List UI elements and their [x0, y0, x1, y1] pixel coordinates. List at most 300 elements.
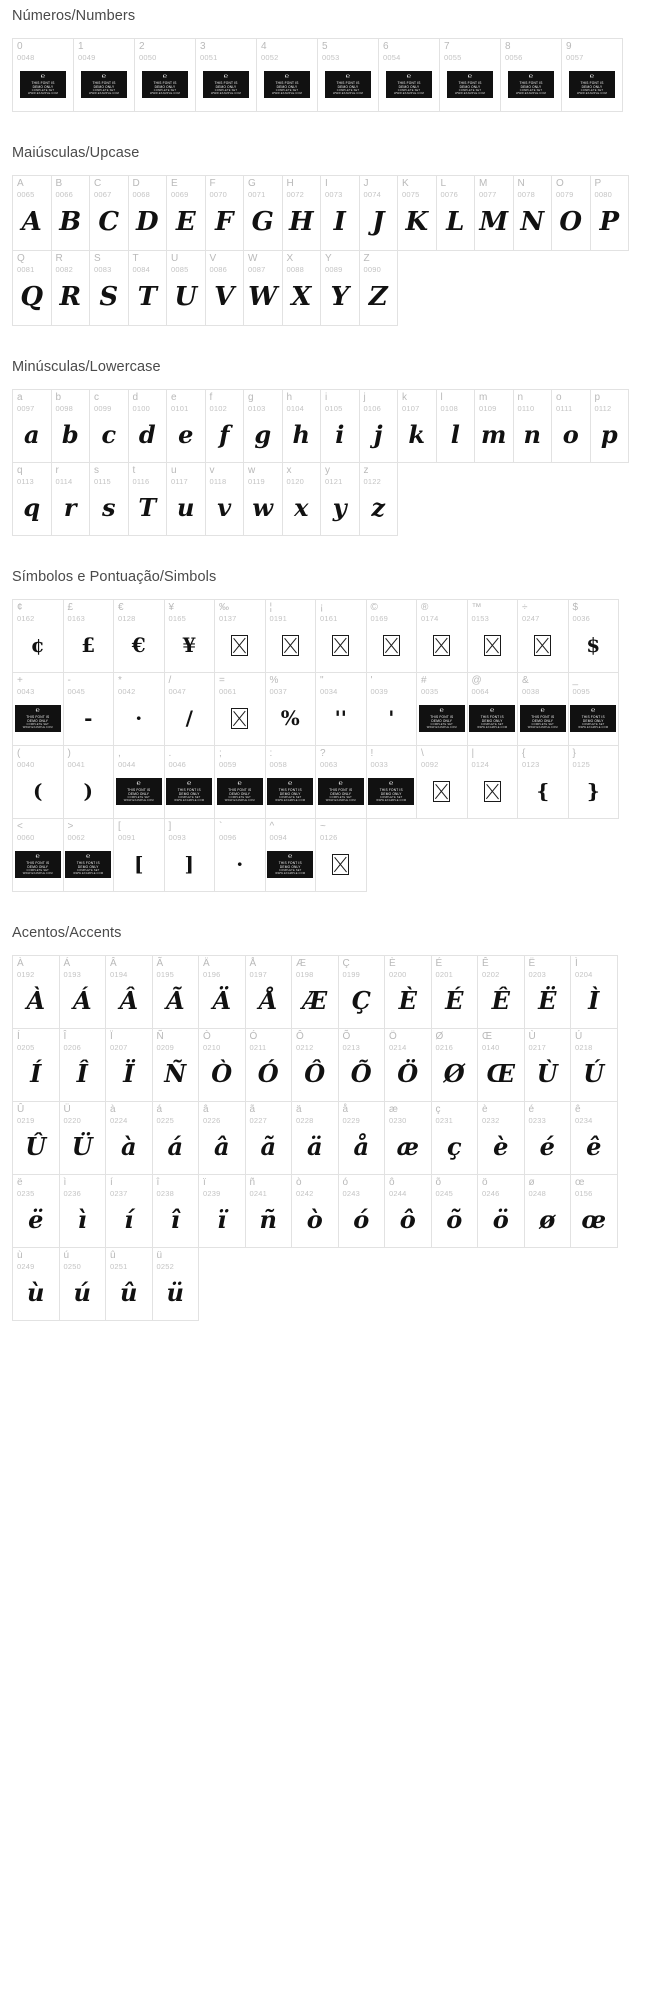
glyph-char-label: î: [156, 1177, 160, 1188]
glyph-cell[interactable]: [12, 599, 64, 673]
glyph-cell[interactable]: [256, 38, 318, 112]
glyph-char-label: H: [286, 178, 294, 189]
glyph-code-label: 0200: [389, 970, 407, 979]
glyph-cell[interactable]: [431, 1174, 479, 1248]
glyph-code-label: 0100: [132, 404, 150, 413]
glyph-cell[interactable]: [320, 175, 360, 251]
glyph-preview: [60, 1271, 106, 1320]
glyph-rendering: D: [135, 207, 159, 238]
glyph-cell[interactable]: [477, 955, 525, 1029]
glyph-cell[interactable]: [12, 175, 52, 251]
glyph-preview: [571, 1198, 617, 1247]
glyph-char-label: ‰: [219, 602, 229, 613]
glyph-cell[interactable]: [195, 38, 257, 112]
glyph-cell[interactable]: [397, 175, 437, 251]
glyph-cell[interactable]: [568, 672, 620, 746]
glyph-cell[interactable]: [366, 599, 418, 673]
logo-line-3: COMPLETE SET: [26, 869, 49, 873]
logo-mark: ℮: [101, 72, 107, 81]
glyph-code-label: 0097: [17, 404, 35, 413]
glyph-cell[interactable]: [59, 1174, 107, 1248]
glyph-cell[interactable]: [359, 462, 399, 536]
glyph-cell[interactable]: [568, 745, 620, 819]
glyph-code-label: 0104: [286, 404, 304, 413]
glyph-cell[interactable]: [166, 175, 206, 251]
glyph-rendering: Ã: [165, 986, 185, 1016]
glyph-preview: [316, 842, 366, 891]
glyph-cell[interactable]: [214, 672, 266, 746]
glyph-preview: [129, 486, 167, 535]
glyph-code-label: 0212: [296, 1043, 314, 1052]
glyph-cell[interactable]: [291, 1174, 339, 1248]
glyph-code-label: 0163: [67, 614, 85, 623]
glyph-cell[interactable]: [524, 1028, 572, 1102]
glyph-cell[interactable]: [12, 745, 64, 819]
glyph-cell[interactable]: [113, 745, 165, 819]
glyph-rendering: i: [335, 420, 345, 450]
glyph-cell[interactable]: [12, 1247, 60, 1321]
glyph-code-label: 0099: [94, 404, 112, 413]
glyph-cell[interactable]: [338, 1174, 386, 1248]
glyph-cell[interactable]: [378, 38, 440, 112]
glyph-cell[interactable]: [320, 250, 360, 326]
glyph-char-label: 3: [200, 41, 206, 52]
glyph-rendering: ·: [236, 852, 244, 877]
glyph-cell[interactable]: [282, 462, 322, 536]
glyph-cell[interactable]: [477, 1101, 525, 1175]
glyph-preview: [13, 62, 73, 111]
glyph-cell[interactable]: [12, 1028, 60, 1102]
glyph-cell[interactable]: [51, 175, 91, 251]
glyph-char-label: u: [171, 465, 177, 476]
glyph-rendering: n: [523, 420, 541, 450]
glyph-cell[interactable]: [477, 1028, 525, 1102]
glyph-cell[interactable]: [12, 38, 74, 112]
glyph-code-label: 0237: [110, 1189, 128, 1198]
glyph-cell[interactable]: [551, 175, 591, 251]
glyph-cell[interactable]: [338, 955, 386, 1029]
glyph-cell[interactable]: [320, 389, 360, 463]
glyph-cell[interactable]: [282, 389, 322, 463]
glyph-meta: [321, 251, 359, 274]
glyph-cell[interactable]: [500, 38, 562, 112]
logo-line-2: DEMO ONLY: [178, 792, 200, 797]
glyph-cell[interactable]: [152, 1101, 200, 1175]
glyph-cell[interactable]: [384, 1028, 432, 1102]
glyph-cell[interactable]: [551, 389, 591, 463]
glyph-meta: [525, 956, 571, 979]
glyph-preview: [292, 1125, 338, 1174]
glyph-preview: [339, 1198, 385, 1247]
glyph-meta: [13, 1248, 59, 1271]
glyph-cell[interactable]: [265, 745, 317, 819]
glyph-cell[interactable]: [105, 1247, 153, 1321]
glyph-cell[interactable]: [63, 745, 115, 819]
glyph-cell[interactable]: [282, 250, 322, 326]
glyph-code-label: 0113: [17, 477, 34, 486]
glyph-preview: [360, 274, 398, 325]
glyph-preview: [199, 1125, 245, 1174]
glyph-cell[interactable]: [12, 1174, 60, 1248]
glyph-code-label: 0110: [517, 404, 535, 413]
glyph-cell[interactable]: [164, 745, 216, 819]
glyph-char-label: ?: [320, 748, 326, 759]
glyph-meta: [367, 673, 417, 696]
glyph-preview: [244, 274, 282, 325]
glyph-char-label: p: [594, 392, 601, 403]
glyph-meta: [215, 819, 265, 842]
glyph-code-label: 0220: [63, 1116, 81, 1125]
glyph-cell[interactable]: [128, 250, 168, 326]
glyph-rendering: (: [33, 779, 43, 804]
glyph-char-label: Ô: [296, 1031, 304, 1042]
glyph-meta: [206, 463, 244, 486]
glyph-cell[interactable]: [63, 672, 115, 746]
glyph-rendering: $: [586, 633, 601, 658]
glyph-code-label: 0140: [482, 1043, 500, 1052]
glyph-cell[interactable]: [291, 1101, 339, 1175]
glyph-cell[interactable]: [291, 955, 339, 1029]
logo-line-3: COMPLETE SET: [178, 796, 201, 800]
glyph-meta: [13, 39, 73, 62]
glyph-cell[interactable]: [315, 599, 367, 673]
glyph-cell[interactable]: [477, 1174, 525, 1248]
glyph-cell[interactable]: [51, 250, 91, 326]
glyph-cell[interactable]: [416, 672, 468, 746]
glyph-cell[interactable]: [198, 1174, 246, 1248]
logo-line-4: WWW.EXAMPLE.COM: [275, 799, 306, 803]
glyph-cell[interactable]: [12, 1101, 60, 1175]
glyph-cell[interactable]: [128, 389, 168, 463]
glyph-code-label: 0073: [325, 190, 343, 199]
glyph-cell[interactable]: [467, 672, 519, 746]
glyph-cell[interactable]: [51, 462, 91, 536]
glyph-cell[interactable]: [265, 818, 317, 892]
glyph-preview: [199, 1052, 245, 1101]
glyph-cell[interactable]: [243, 389, 283, 463]
glyph-cell[interactable]: [245, 1174, 293, 1248]
glyph-cell[interactable]: [164, 672, 216, 746]
glyph-cell[interactable]: [384, 1174, 432, 1248]
glyph-cell[interactable]: [198, 955, 246, 1029]
logo-mark: ℮: [540, 706, 545, 715]
glyph-cell[interactable]: [265, 672, 317, 746]
glyph-cell[interactable]: [570, 1174, 618, 1248]
glyph-meta: [283, 176, 321, 199]
glyph-cell[interactable]: [315, 672, 367, 746]
glyph-cell[interactable]: [73, 38, 135, 112]
glyph-cell[interactable]: [513, 175, 553, 251]
logo-line-1: THIS FONT IS: [580, 81, 604, 86]
glyph-cell[interactable]: [570, 1101, 618, 1175]
glyph-code-label: 0054: [383, 53, 401, 62]
glyph-cell[interactable]: [214, 599, 266, 673]
glyph-char-label: <: [17, 821, 23, 832]
glyph-cell[interactable]: [431, 955, 479, 1029]
glyph-cell[interactable]: [166, 250, 206, 326]
placeholder-logo-glyph: [264, 71, 310, 98]
glyph-cell[interactable]: [517, 672, 569, 746]
glyph-rendering: ã: [260, 1132, 277, 1162]
logo-line-3: COMPLETE SET: [519, 89, 543, 93]
glyph-cell[interactable]: [89, 462, 129, 536]
glyph-meta: [569, 746, 619, 769]
glyph-char-label: ó: [342, 1177, 349, 1188]
glyph-code-label: 0246: [482, 1189, 500, 1198]
glyph-code-label: 0213: [342, 1043, 360, 1052]
glyph-cell[interactable]: [517, 745, 569, 819]
logo-line-3: COMPLETE SET: [582, 723, 605, 727]
glyph-cell[interactable]: [436, 389, 476, 463]
glyph-cell[interactable]: [315, 745, 367, 819]
glyph-cell[interactable]: [467, 745, 519, 819]
glyph-cell[interactable]: [397, 389, 437, 463]
glyph-rendering: ö: [492, 1205, 509, 1235]
glyph-cell[interactable]: [359, 389, 399, 463]
glyph-char-label: E: [171, 178, 178, 189]
section-accents: [0, 917, 661, 1320]
glyph-cell[interactable]: [265, 599, 317, 673]
glyph-cell[interactable]: [89, 389, 129, 463]
glyph-cell[interactable]: [205, 389, 245, 463]
glyph-code-label: 0115: [94, 477, 111, 486]
glyph-cell[interactable]: [590, 175, 630, 251]
glyph-rendering: Ù: [536, 1059, 558, 1089]
glyph-cell[interactable]: [89, 175, 129, 251]
glyph-cell[interactable]: [113, 672, 165, 746]
glyph-cell[interactable]: [152, 955, 200, 1029]
glyph-char-label: A: [17, 178, 24, 189]
logo-mark: ℮: [284, 72, 290, 81]
glyph-cell[interactable]: [59, 1247, 107, 1321]
glyph-char-label: ©: [370, 602, 378, 613]
glyph-preview: [153, 1125, 199, 1174]
glyph-cell[interactable]: [384, 955, 432, 1029]
glyph-char-label: ^: [269, 821, 275, 832]
glyph-code-label: 0226: [203, 1116, 221, 1125]
glyph-preview: [478, 1125, 524, 1174]
glyph-cell[interactable]: [524, 1101, 572, 1175]
glyph-cell[interactable]: [166, 389, 206, 463]
glyph-cell[interactable]: [198, 1101, 246, 1175]
glyph-char-label: Û: [17, 1104, 25, 1115]
glyph-cell[interactable]: [128, 462, 168, 536]
logo-line-2: DEMO ONLY: [128, 792, 150, 797]
glyph-cell[interactable]: [436, 175, 476, 251]
glyph-cell[interactable]: [63, 818, 115, 892]
glyph-rendering: V: [214, 282, 235, 313]
glyph-meta: [432, 1029, 478, 1052]
glyph-cell[interactable]: [243, 462, 283, 536]
glyph-rendering: W: [248, 282, 278, 313]
glyph-cell[interactable]: [291, 1028, 339, 1102]
glyph-cell[interactable]: [152, 1174, 200, 1248]
glyph-meta: [266, 746, 316, 769]
glyph-cell[interactable]: [198, 1028, 246, 1102]
glyph-cell[interactable]: [317, 38, 379, 112]
glyph-cell[interactable]: [338, 1028, 386, 1102]
glyph-cell[interactable]: [164, 599, 216, 673]
glyph-rendering: d: [138, 420, 156, 450]
glyph-preview: [514, 199, 552, 250]
glyph-cell[interactable]: [113, 599, 165, 673]
glyph-cell[interactable]: [431, 1028, 479, 1102]
glyph-char-label: K: [402, 178, 409, 189]
placeholder-logo-glyph: [267, 778, 313, 805]
glyph-cell[interactable]: [359, 250, 399, 326]
glyph-meta: [360, 390, 398, 413]
glyph-char-label: [: [118, 821, 121, 832]
glyph-cell[interactable]: [89, 250, 129, 326]
glyph-cell[interactable]: [128, 175, 168, 251]
glyph-cell[interactable]: [105, 955, 153, 1029]
glyph-cell[interactable]: [12, 818, 64, 892]
glyph-code-label: 0046: [168, 760, 186, 769]
logo-line-4: WWW.EXAMPLE.COM: [577, 92, 607, 96]
logo-line-1: THIS FONT IS: [127, 788, 151, 793]
glyph-cell[interactable]: [320, 462, 360, 536]
glyph-cell[interactable]: [12, 389, 52, 463]
glyph-meta: [292, 1175, 338, 1198]
glyph-cell[interactable]: [214, 818, 266, 892]
glyph-cell[interactable]: [513, 389, 553, 463]
glyph-cell[interactable]: [467, 599, 519, 673]
glyph-cell[interactable]: [474, 389, 514, 463]
glyph-cell[interactable]: [439, 38, 501, 112]
glyph-preview: [525, 1125, 571, 1174]
logo-line-3: COMPLETE SET: [458, 89, 482, 93]
glyph-cell[interactable]: [12, 250, 52, 326]
glyph-cell[interactable]: [134, 38, 196, 112]
glyph-preview: [165, 769, 215, 818]
glyph-cell[interactable]: [12, 462, 52, 536]
glyph-rendering: ó: [353, 1205, 370, 1235]
glyph-preview: [468, 769, 518, 818]
glyph-cell[interactable]: [164, 818, 216, 892]
glyph-cell[interactable]: [338, 1101, 386, 1175]
glyph-code-label: 0125: [572, 760, 590, 769]
logo-line-4: WWW.EXAMPLE.COM: [150, 92, 180, 96]
glyph-cell[interactable]: [59, 1028, 107, 1102]
glyph-code-label: 0224: [110, 1116, 128, 1125]
glyph-cell[interactable]: [282, 175, 322, 251]
glyph-code-label: 0238: [156, 1189, 174, 1198]
glyph-char-label: m: [479, 392, 488, 403]
glyph-cell[interactable]: [590, 389, 630, 463]
glyph-cell[interactable]: [384, 1101, 432, 1175]
glyph-rendering: ç: [446, 1132, 462, 1162]
glyph-meta: [90, 176, 128, 199]
glyph-code-label: 0118: [209, 477, 227, 486]
logo-line-3: COMPLETE SET: [481, 723, 504, 727]
glyph-char-label: -: [67, 675, 71, 686]
glyph-cell[interactable]: [205, 175, 245, 251]
glyph-code-label: 0093: [168, 833, 186, 842]
glyph-meta: [385, 956, 431, 979]
glyph-cell[interactable]: [12, 672, 64, 746]
glyph-char-label: (: [17, 748, 21, 759]
glyph-cell[interactable]: [59, 1101, 107, 1175]
glyph-cell[interactable]: [517, 599, 569, 673]
glyph-cell[interactable]: [359, 175, 399, 251]
glyph-meta: [167, 251, 205, 274]
glyph-meta: [562, 39, 622, 62]
glyph-code-label: 0195: [156, 970, 174, 979]
glyph-cell[interactable]: [245, 955, 293, 1029]
glyph-cell[interactable]: [315, 818, 367, 892]
glyph-cell[interactable]: [166, 462, 206, 536]
logo-line-2: DEMO ONLY: [520, 85, 542, 90]
logo-mark: ℮: [40, 72, 46, 81]
glyph-preview: [215, 696, 265, 745]
glyph-code-label: 0124: [471, 760, 489, 769]
glyph-cell[interactable]: [105, 1028, 153, 1102]
glyph-meta: [199, 1175, 245, 1198]
glyph-cell[interactable]: [431, 1101, 479, 1175]
glyph-char-label: Â: [110, 958, 117, 969]
glyph-cell[interactable]: [568, 599, 620, 673]
glyph-cell[interactable]: [366, 672, 418, 746]
glyph-cell[interactable]: [570, 955, 618, 1029]
logo-line-3: COMPLETE SET: [127, 796, 150, 800]
glyph-cell[interactable]: [243, 250, 283, 326]
glyph-char-label: ë: [17, 1177, 23, 1188]
glyph-cell[interactable]: [152, 1247, 200, 1321]
glyph-grid: [0, 599, 661, 891]
glyph-code-label: 0088: [286, 265, 304, 274]
glyph-cell[interactable]: [474, 175, 514, 251]
glyph-code-label: 0047: [168, 687, 186, 696]
glyph-preview: [552, 199, 590, 250]
glyph-cell[interactable]: [152, 1028, 200, 1102]
glyph-code-label: 0074: [363, 190, 381, 199]
glyph-cell[interactable]: [366, 745, 418, 819]
glyph-cell[interactable]: [524, 1174, 572, 1248]
logo-line-2: DEMO ONLY: [532, 719, 554, 724]
glyph-char-label: 8: [505, 41, 511, 52]
glyph-char-label: D: [132, 178, 140, 189]
glyph-char-label: 5: [322, 41, 328, 52]
glyph-cell[interactable]: [245, 1101, 293, 1175]
glyph-cell[interactable]: [561, 38, 623, 112]
glyph-cell[interactable]: [59, 955, 107, 1029]
glyph-rendering: T: [138, 493, 157, 523]
glyph-cell[interactable]: [416, 599, 468, 673]
glyph-rendering: o: [562, 420, 579, 450]
glyph-cell[interactable]: [105, 1101, 153, 1175]
glyph-cell[interactable]: [214, 745, 266, 819]
glyph-cell[interactable]: [51, 389, 91, 463]
glyph-cell[interactable]: [524, 955, 572, 1029]
glyph-meta: [167, 463, 205, 486]
glyph-cell[interactable]: [113, 818, 165, 892]
glyph-rendering: Œ: [486, 1059, 515, 1089]
glyph-cell[interactable]: [570, 1028, 618, 1102]
glyph-preview: [571, 1125, 617, 1174]
glyph-code-label: 0201: [435, 970, 453, 979]
glyph-preview: [552, 413, 590, 462]
glyph-cell[interactable]: [12, 955, 60, 1029]
glyph-cell[interactable]: [63, 599, 115, 673]
glyph-cell[interactable]: [205, 250, 245, 326]
glyph-cell[interactable]: [245, 1028, 293, 1102]
glyph-cell[interactable]: [416, 745, 468, 819]
glyph-cell[interactable]: [205, 462, 245, 536]
glyph-code-label: 0041: [67, 760, 85, 769]
glyph-cell[interactable]: [243, 175, 283, 251]
glyph-cell[interactable]: [105, 1174, 153, 1248]
glyph-char-label: g: [248, 392, 254, 403]
